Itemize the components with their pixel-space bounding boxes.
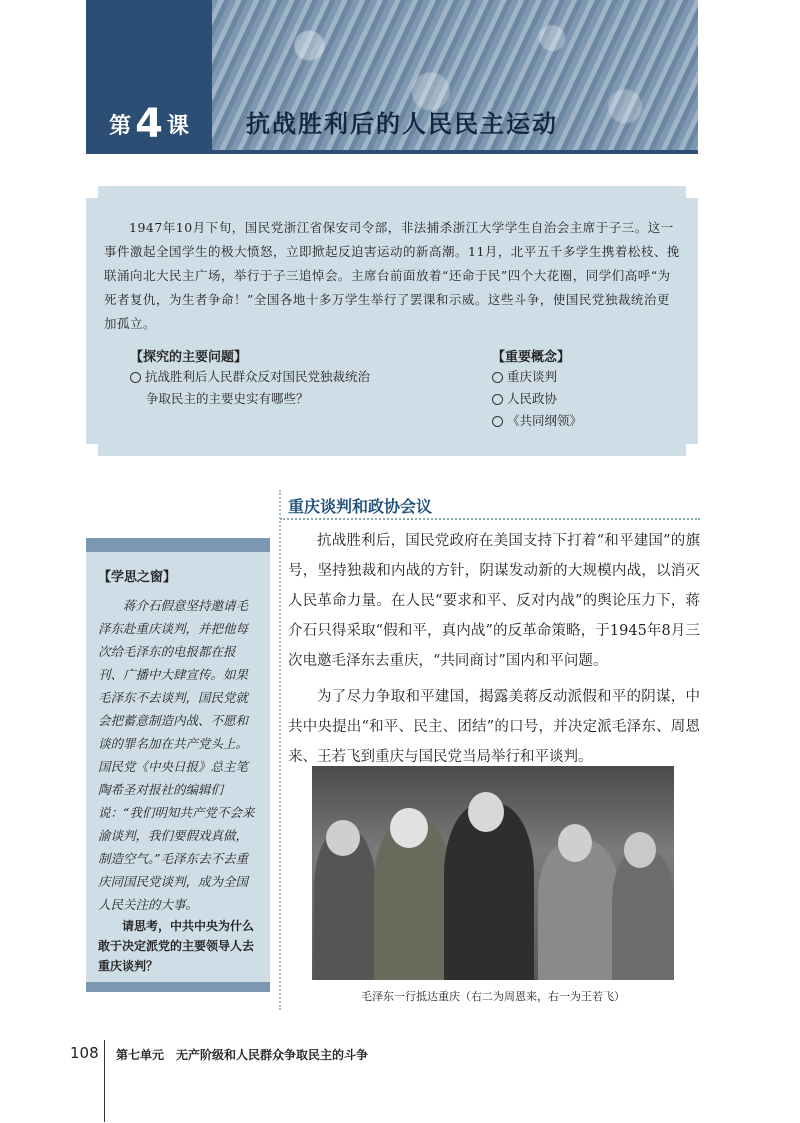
photo-head: [624, 832, 656, 868]
sidebar-bottom-band: [86, 982, 270, 992]
corner-mark: [686, 444, 698, 456]
circle-bullet-icon: [492, 372, 503, 383]
unit-title: 第七单元 无产阶级和人民群众争取民主的斗争: [116, 1048, 369, 1062]
concept-item: 重庆谈判: [492, 366, 557, 388]
column-divider: [279, 490, 281, 1010]
concept-item: 《共同纲领》: [492, 410, 582, 432]
footer-divider: [104, 1040, 105, 1122]
circle-bullet-icon: [130, 372, 141, 383]
body-paragraph: 为了尽力争取和平建国，揭露美蒋反动派假和平的阴谋，中共中央提出“和平、民主、团结”的口号，并决定派毛泽东、周恩来、王若飞到重庆与国民党当局举行和平谈判。: [288, 689, 700, 765]
question-item: 抗战胜利后人民群众反对国民党独裁统治: [130, 366, 370, 388]
section-title-underline: [280, 518, 700, 520]
photo-head: [558, 824, 592, 862]
lesson-suffix: 课: [166, 113, 189, 139]
sidebar-question: 请思考，中共中央为什么敢于决定派党的主要领导人去重庆谈判？: [98, 919, 255, 973]
photo-head: [468, 792, 504, 832]
photo-caption: 毛泽东一行抵达重庆（右二为周恩来，右一为王若飞）: [361, 990, 625, 1003]
circle-bullet-icon: [492, 416, 503, 427]
concept-item: 人民政协: [492, 388, 557, 410]
section-title: 重庆谈判和政协会议: [288, 497, 433, 516]
lesson-title: 抗战胜利后的人民民主运动: [246, 109, 558, 138]
section-body: [288, 526, 700, 772]
sidebar-top-band: [86, 538, 270, 552]
circle-bullet-icon: [492, 394, 503, 405]
sidebar-box: [86, 538, 270, 992]
historical-photo: [312, 766, 674, 980]
lesson-prefix: 第: [109, 113, 132, 139]
corner-mark: [86, 444, 98, 456]
corner-mark: [86, 186, 98, 198]
page-number: 108: [70, 1044, 99, 1062]
question-item-continued: 争取民主的主要史实有哪些？: [146, 391, 309, 406]
intro-paragraph: 1947年10月下旬，国民党浙江省保安司令部，非法捕杀浙江大学学生自治会主席于子三。这一事件激起全国学生的极大愤怒，立即掀起反迫害运动的新高潮。11月，北平五千多学生携着松枝、挽联涌向北大民主广场，举行于子三追悼会。主席台前面放着“还命于民”四个大花圈，同学们高呼“为死者复仇，为生者争命！”全国各地十多万学生举行了罢课和示威。这些斗争，使国民党独裁统治更加孤立。: [104, 220, 680, 331]
lesson-banner: [86, 0, 698, 152]
corner-mark: [686, 186, 698, 198]
banner-divider: [86, 150, 698, 154]
photo-head: [390, 808, 428, 848]
lesson-number: 4: [135, 101, 163, 147]
concepts-heading: 【重要概念】: [492, 350, 571, 365]
photo-figure: [612, 850, 674, 980]
sidebar-body: 蒋介石假意坚持邀请毛泽东赴重庆谈判，并把他每次给毛泽东的电报都在报刊、广播中大肆宣传。如果毛泽东不去谈判，国民党就会把蓄意制造内战、不愿和谈的罪名加在共产党头上。国民党《中央日报》总主笔陶希圣对报社的编辑们说：“我们明知共产党不会来渝谈判，我们要假戏真做，制造空气。”毛泽东去不去重庆同国民党谈判，成为全国人民关注的大事。: [98, 598, 255, 912]
intro-box: [86, 186, 698, 456]
lesson-number-tag: [86, 98, 212, 150]
sidebar-title: 【学思之窗】: [98, 570, 177, 585]
body-paragraph: 抗战胜利后，国民党政府在美国支持下打着“和平建国”的旗号，坚持独裁和内战的方针，阴谋发动新的大规模内战，以消灭人民革命力量。在人民“要求和平、反对内战”的舆论压力下，蒋介石只得采取“假和平，真内战”的反革命策略，于1945年8月三次电邀毛泽东去重庆，“共同商讨”国内和平问题。: [288, 533, 700, 669]
questions-heading: 【探究的主要问题】: [130, 350, 248, 365]
photo-head: [326, 820, 360, 856]
